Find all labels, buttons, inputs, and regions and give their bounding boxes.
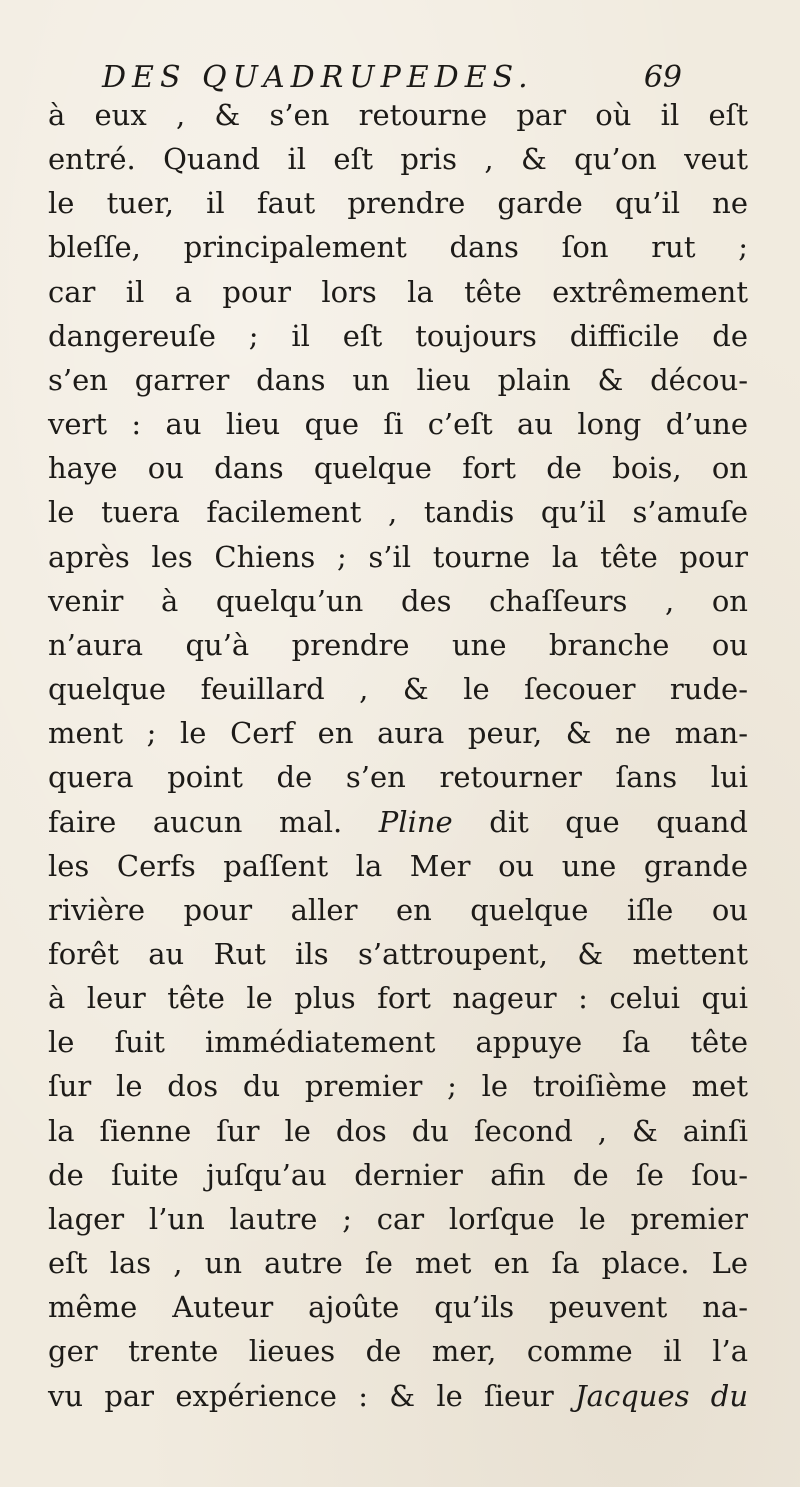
text-line: entré. Quand il eſt pris , & qu’on veut	[48, 142, 748, 177]
text-line: ment ; le Cerf en aura peur, & ne man-	[48, 716, 748, 751]
text-line: rivière pour aller en quelque iſle ou	[48, 892, 748, 927]
text-line: le tuer, il faut prendre garde qu’il ne	[48, 186, 748, 221]
text-line: vert : au lieu que ſi c’eſt au long d’une	[48, 407, 748, 442]
italic-name-pline: Pline	[378, 804, 453, 839]
text-line: la ſienne ſur le dos du ſecond , & ainſi	[48, 1113, 748, 1148]
text-line: bleſſe, principalement dans ſon rut ;	[48, 230, 748, 265]
text-line: quelque feuillard , & le ſecouer rude-	[48, 672, 748, 707]
text-line: s’en garrer dans un lieu plain & décou-	[48, 362, 748, 397]
text-segment: dit que quand	[489, 804, 749, 839]
text-line: à leur tête le plus fort nageur : celui qui	[48, 981, 748, 1016]
text-segment: faire aucun mal.	[48, 804, 343, 839]
text-line: dangereuſe ; il eſt toujours difficile de	[48, 318, 748, 353]
text-line: quera point de s’en retourner ſans lui	[48, 760, 748, 795]
text-line: haye ou dans quelque fort de bois, on	[48, 451, 748, 486]
text-line: ſur le dos du premier ; le troiſième met	[48, 1069, 748, 1104]
running-title: DES QUADRUPEDES.	[102, 60, 534, 95]
text-line: n’aura qu’à prendre une branche ou	[48, 627, 748, 662]
text-segment: vu par expérience : & le ſieur	[48, 1378, 554, 1413]
text-line: même Auteur ajoûte qu’ils peuvent na-	[48, 1290, 748, 1325]
text-line: après les Chiens ; s’il tourne la tête pour	[48, 539, 748, 574]
page-number: 69	[643, 60, 682, 95]
text-line: de ſuite juſqu’au dernier afin de ſe ſou-	[48, 1157, 748, 1192]
text-line	[48, 800, 748, 844]
text-line	[48, 1374, 748, 1418]
text-line: eſt las , un autre ſe met en ſa place. Le	[48, 1246, 748, 1281]
text-line: car il a pour lors la tête extrêmement	[48, 274, 748, 309]
text-line: lager l’un lautre ; car lorſque le premier	[48, 1201, 748, 1236]
text-line: à eux , & s’en retourne par où il eſt	[48, 98, 748, 132]
italic-name-jacques: Jacques du	[575, 1378, 749, 1413]
text-line: venir à quelqu’un des chaſſeurs , on	[48, 583, 748, 618]
body-text	[48, 93, 748, 1418]
text-line: le ſuit immédiatement appuye ſa tête	[48, 1025, 748, 1060]
text-line: le tuera facilement , tandis qu’il s’amuſe	[48, 495, 748, 530]
text-line: ger trente lieues de mer, comme il l’a	[48, 1334, 748, 1369]
text-line: les Cerfs paſſent la Mer ou une grande	[48, 848, 748, 883]
text-line: forêt au Rut ils s’attroupent, & mettent	[48, 936, 748, 971]
